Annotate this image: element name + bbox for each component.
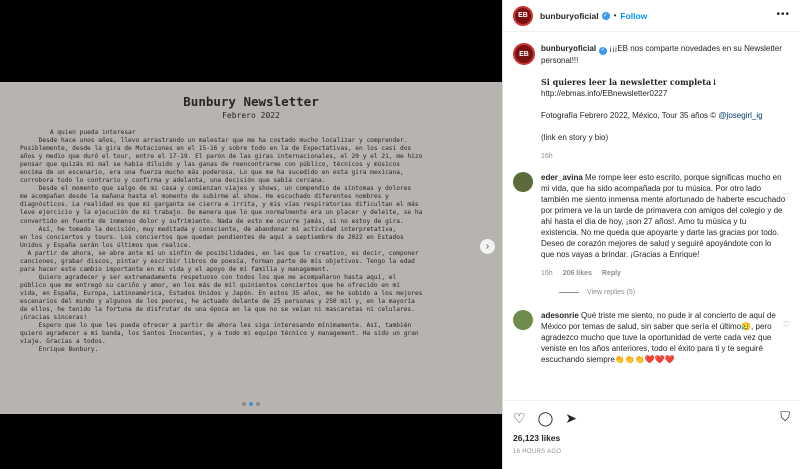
comments-list[interactable]: [503, 33, 800, 397]
post-header: [503, 0, 800, 32]
likes-count[interactable]: 26,123 likes: [513, 433, 561, 443]
caption-time: 16h: [541, 152, 553, 160]
heart-icon[interactable]: ♡: [513, 410, 526, 426]
caption-meta: [541, 151, 786, 162]
caption: [503, 33, 800, 162]
divider: [559, 292, 579, 293]
more-options-icon[interactable]: •••: [776, 9, 790, 20]
comment-text: [541, 310, 786, 365]
comment-username[interactable]: eder_avina: [541, 172, 583, 182]
caption-link-note: (link en story y bio): [541, 132, 609, 142]
newsletter-date: Febrero 2022: [222, 111, 280, 120]
comment-text: [541, 172, 786, 279]
comment-body: Me rompe leer esto escrito, porque significas mucho en mi vida, que ha sido acompañada por tu música. Por otro lado también me siento inmensa mente afortunado de haberte escuchado por primera ve la un tarde de primavera con amigos del colegio y de ahí hasta el día de hoy, ¡son 27 años!. Amo tu música y tu existencia. No me queda que apoyarte y darte las gracias por todo. Deseo de corazón mejores de salud y seguiré apoyándote con lo que nos vayas a brindar. ¡Gracias a Enrique!: [541, 172, 786, 259]
comment-body: Qué triste me siento, no pude ir al concierto de aquí de México por temas de salud, sin saber que sería el último😥, pero agradezco mucho que tuve la oportunidad de verte cada vez que veniste en los años anteriores, todo el éxito para ti y te seguiré escuchando siempre👏👏👏❤️❤️❤️: [541, 310, 776, 364]
separator: •: [613, 11, 617, 20]
caption-link[interactable]: http://ebmas.info/EBnewsletter0227: [541, 88, 668, 98]
post-sidebar: [502, 0, 800, 469]
comment-meta: [541, 268, 786, 279]
comment-heart-icon[interactable]: ♡: [782, 191, 790, 201]
view-replies-button[interactable]: [559, 289, 800, 296]
caption-text: [541, 43, 786, 162]
carousel-dot-active: [249, 402, 253, 406]
post-time: 16 HOURS AGO: [513, 449, 562, 455]
caption-body: ¡¡¡EB nos comparte novedades en su Newsletter personal!!!: [541, 44, 782, 65]
carousel-dot: [256, 402, 260, 406]
reply-button[interactable]: Reply: [601, 269, 621, 277]
header-username[interactable]: bunburyoficial: [540, 10, 599, 21]
caption-verified-icon: ✓: [600, 47, 606, 53]
caption-bold-line: Si quieres leer la newsletter completa↓: [541, 76, 718, 87]
next-slide-button[interactable]: [480, 239, 495, 254]
commenter-avatar[interactable]: [513, 172, 533, 192]
avatar-text: EB: [518, 12, 528, 19]
newsletter-photo: [0, 82, 502, 414]
follow-button[interactable]: Follow: [620, 10, 648, 21]
comment-item: [503, 162, 800, 279]
comment-item: [503, 296, 800, 365]
carousel-dot: [242, 402, 246, 406]
commenter-avatar[interactable]: [513, 310, 533, 330]
caption-photo-credit: Fotografía Febrero 2022, México, Tour 35 años ©: [541, 110, 717, 120]
comment-username[interactable]: adesonrie: [541, 310, 579, 320]
share-icon[interactable]: ➤: [565, 410, 577, 426]
comment-heart-icon[interactable]: ♡: [782, 319, 790, 329]
view-replies-label: View replies (5): [587, 288, 636, 296]
caption-avatar-text: EB: [519, 50, 529, 58]
verified-icon: ✓: [603, 13, 609, 19]
newsletter-body: A quien pueda interesar Desde hace unos años, llevo arrastrando un malestar que me ha costado mucho localizar y comprender. Posiblemente, desde la gira de Mutaciones en el 15-16 y sobre todo en la de Expectativas, en los casi dos años y medio que duró el tour, entre el 17-19. El parón de las giras internacionales, el 20 y el 21, me hizo pensar que quizás mi mal se había diluido y las ganas de reencontrarme con público, técnicos y músicos encima de un escenario, era una fuerza mucho más poderosa. Lo que me ha sucedido en esta gira mexicana, corrobora todo lo contrario y confirma y adelanta, una decisión que sabía cercana. Desde el momento que salgo de mi casa y comienzan viajes y shows, un compendio de síntomas y dolores me acompañan desde la mañana hasta el momento de subirme al show. He escuchado diferentes nombres y diagnósticos. La realidad es que mi garganta se cierra e irrita, y mis vías respiratorias dificultan el más leve ejercicio y la ejecución de mi trabajo. De manera que lo que normalmente era un placer y deleite, se ha convertido en fuente de inmenso dolor y sufrimiento. Nada de esto me ocurre jamás, si no estoy de gira. Así, he tomado la decisión, muy meditada y consciente, de abandonar mi actividad interpretativa, en los conciertos y tours. Los conciertos que quedan pendientes de aquí a septiembre de 2022 en Estados Unidos y España serán los últimos que realice. A partir de ahora, se abre ante mí un sinfín de posibilidades, en las que lo creativo, es decir, componer canciones, grabar discos, pintar y escribir libros de poesía, forman parte de mis objetivos. Tengo la edad para hacer este cambio importante en mi vida y el apoyo de mi familia y management. Quiero agradecer y ser extremadamente respetuoso con todos los que me acompañaron hasta aquí, el público que me entregó su cariño y amor, en los más de mil quinientos conciertos que he ofrecido en mi vida, en España, Europa, Latinoamérica, Estados Unidos y Japón. En estos 35 años, me he subido a los mejores escenarios del mundo y algunos de los peores, he actuado delante de 25 personas y 250 mil y, en la mayoría de ellos, he tenido la fortuna de disfrutar de una época en la que no se veían ni mascaretas ni celulares. ¡Gracias sinceras! Espero que lo que les pueda ofrecer a partir de ahora les siga interesando mínimamente. Así, también quiero agradecer a mi banda, los Santos Inocentes, y a todo mi equipo técnico y management. Ha sido un gran viaje. Gracias a todos. Enrique Bunbury.: [20, 129, 423, 354]
comment-likes[interactable]: 206 likes: [562, 269, 592, 277]
chevron-right-icon: ›: [485, 240, 490, 252]
comment-time: 16h: [541, 269, 553, 277]
carousel-dots: [0, 402, 502, 406]
caption-mention[interactable]: @josegirl_ig: [718, 110, 763, 120]
newsletter-title: Bunbury Newsletter: [183, 94, 319, 109]
caption-avatar[interactable]: [513, 43, 535, 65]
comment-icon[interactable]: ◯: [537, 410, 554, 426]
avatar[interactable]: [513, 6, 533, 26]
bookmark-icon[interactable]: ⛉: [780, 409, 790, 424]
caption-username[interactable]: bunburyoficial: [541, 44, 597, 53]
post-actions: [503, 400, 800, 455]
